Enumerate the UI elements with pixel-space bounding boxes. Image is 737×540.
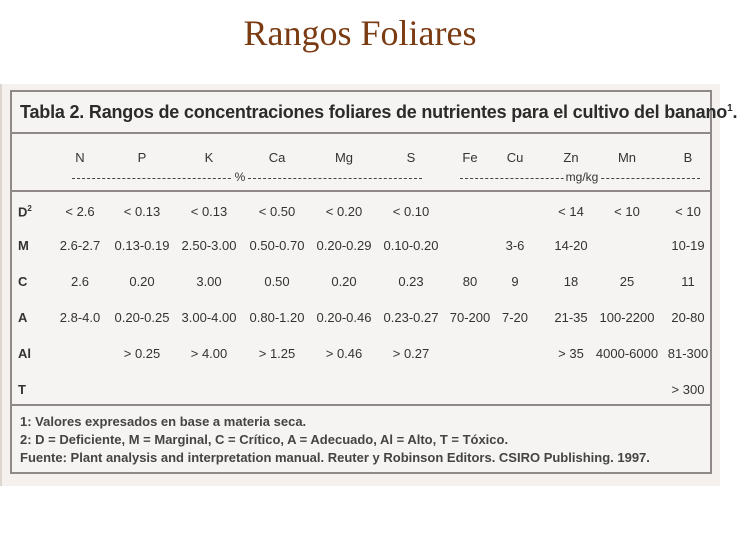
table-frame: [10, 90, 737, 474]
table-cell: 0.20-0.25: [114, 310, 170, 325]
column-header: N: [75, 150, 85, 165]
table-cell: < 0.50: [258, 204, 296, 219]
table-cell: < 2.6: [65, 204, 95, 219]
column-header: K: [204, 150, 214, 165]
row-label: [18, 382, 26, 397]
table-cell: < 0.13: [123, 204, 161, 219]
column-header: Zn: [563, 150, 579, 165]
row-label-sup: 2: [27, 204, 32, 213]
table-cell: > 300: [671, 382, 705, 397]
percent-unit-line: [72, 172, 422, 184]
row-label-text: Al: [18, 346, 31, 361]
row-label-text: A: [18, 310, 28, 325]
table-cell: 0.80-1.20: [249, 310, 305, 325]
table-cell: 0.20-0.29: [316, 238, 372, 253]
mgkg-unit-line: [460, 172, 700, 184]
row-label-text: M: [18, 238, 29, 253]
table-cell: 0.23: [398, 274, 424, 289]
table-cell: 25: [619, 274, 635, 289]
table-cell: < 14: [558, 204, 584, 219]
row-label-text: T: [18, 382, 26, 397]
table-cell: < 10: [675, 204, 701, 219]
column-header: P: [137, 150, 147, 165]
row-label-text: C: [18, 274, 28, 289]
table-cell: > 35: [558, 346, 584, 361]
header-divider: [12, 190, 710, 192]
table-cell: > 0.25: [123, 346, 161, 361]
table-cell: < 0.10: [392, 204, 430, 219]
table-cell: 0.23-0.27: [383, 310, 439, 325]
slide-title: Rangos Foliares: [243, 13, 477, 53]
footnote-2: 2: D = Deficiente, M = Marginal, C = Crítico, A = Adecuado, Al = Alto, T = Tóxico.: [20, 432, 509, 447]
table-cell: 100-2200: [599, 310, 655, 325]
table-cell: < 0.20: [325, 204, 363, 219]
column-header: Mn: [617, 150, 637, 165]
table-cell: 21-35: [554, 310, 588, 325]
table-cell: 0.10-0.20: [383, 238, 439, 253]
table-cell: < 10: [614, 204, 640, 219]
table-cell: 81-300: [667, 346, 709, 361]
row-label: [18, 310, 27, 325]
table-cell: 3-6: [505, 238, 525, 253]
column-header: Cu: [506, 150, 524, 165]
table-cell: 0.20-0.46: [316, 310, 372, 325]
row-label: [18, 204, 32, 219]
table-cell: 14-20: [554, 238, 588, 253]
table-cell: > 0.27: [392, 346, 430, 361]
table-cell: 9: [511, 274, 519, 289]
table-cell: 0.20: [331, 274, 357, 289]
table-cell: 2.6: [70, 274, 90, 289]
table-cell: 0.50: [264, 274, 290, 289]
table-cell: 10-19: [671, 238, 705, 253]
column-header: Fe: [462, 150, 478, 165]
table-cell: 18: [563, 274, 579, 289]
table-cell: 2.50-3.00: [181, 238, 237, 253]
mgkg-unit: mg/kg: [565, 170, 599, 184]
table-cell: 20-80: [671, 310, 705, 325]
table-cell: < 0.13: [190, 204, 228, 219]
row-label-text: D: [18, 204, 28, 220]
scanned-table-image: [0, 84, 737, 486]
table-cell: 4000-6000: [595, 346, 659, 361]
table-cell: 0.20: [129, 274, 155, 289]
table-cell: > 1.25: [258, 346, 296, 361]
percent-unit: %: [234, 170, 246, 184]
table-cell: 3.00-4.00: [181, 310, 237, 325]
table-cell: 80: [462, 274, 478, 289]
row-label: [18, 346, 31, 361]
table-cell: 11: [681, 274, 695, 289]
table-cell: 2.8-4.0: [59, 310, 101, 325]
column-header: S: [406, 150, 416, 165]
table-cell: 0.50-0.70: [249, 238, 305, 253]
table-cell: > 0.46: [325, 346, 363, 361]
table-cell: 0.13-0.19: [114, 238, 170, 253]
title-divider: [12, 132, 710, 134]
column-header: Ca: [268, 150, 286, 165]
table-cell: 70-200: [449, 310, 491, 325]
table-title: Tabla 2. Rangos de concentraciones foliares de nutrientes para el cultivo del banano$^1$.: [20, 102, 737, 122]
footnote-source: Fuente: Plant analysis and interpretation manual. Reuter y Robinson Editors. CSIRO Publishing. 1997.: [20, 450, 650, 465]
row-label: [18, 274, 27, 289]
column-header: B: [683, 150, 693, 165]
table-cell: > 4.00: [190, 346, 228, 361]
row-label: [18, 238, 29, 253]
column-header: Mg: [334, 150, 354, 165]
table-cell: 3.00: [196, 274, 222, 289]
footnote-1: 1: Valores expresados en base a materia seca.: [20, 414, 307, 429]
table-cell: 7-20: [501, 310, 529, 325]
table-cell: 2.6-2.7: [59, 238, 101, 253]
footnote-divider: [12, 404, 710, 406]
